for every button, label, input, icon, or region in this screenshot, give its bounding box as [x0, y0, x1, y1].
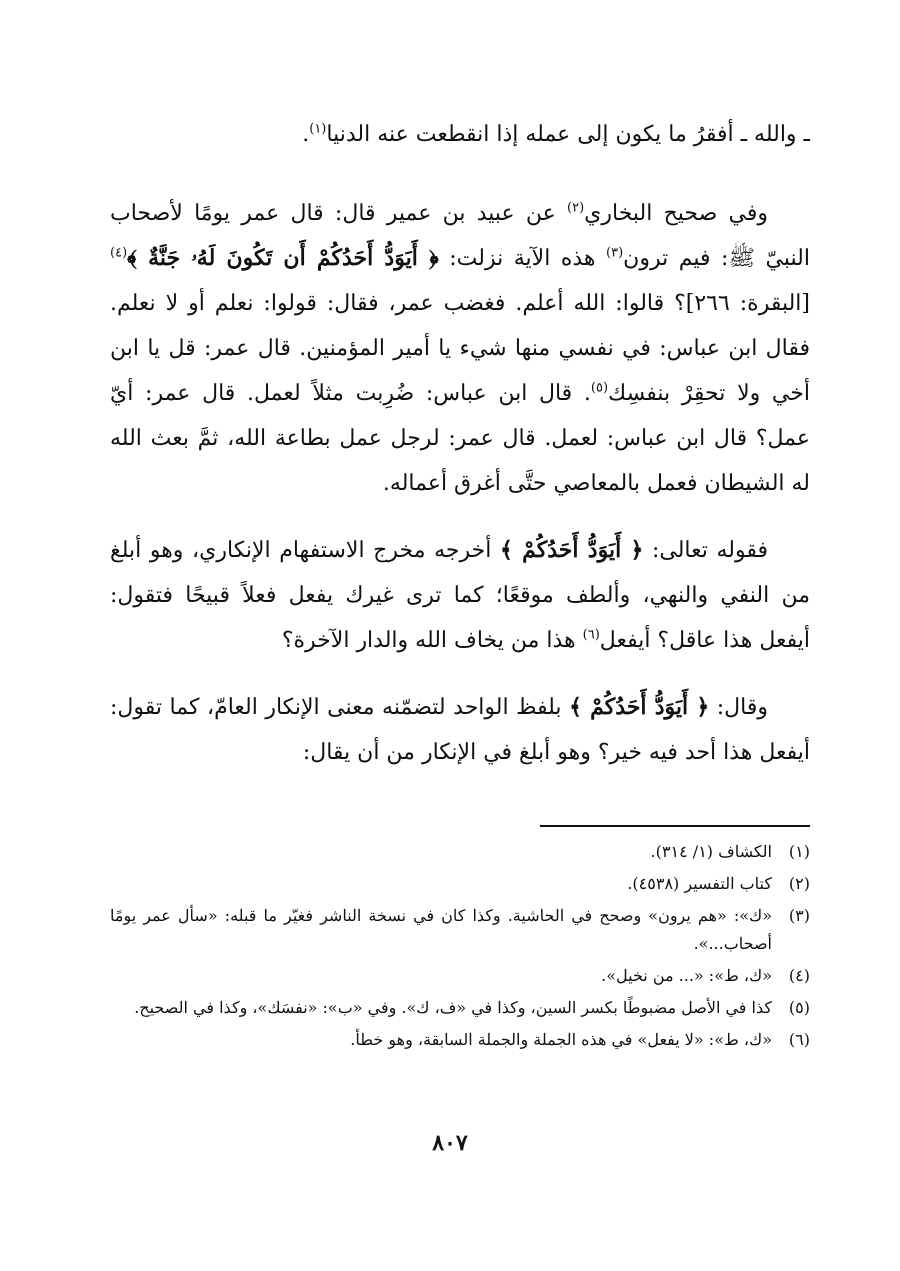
paragraph-text: فقوله تعالى: [643, 538, 768, 563]
footnote-5 [110, 994, 810, 1022]
footnote-number: (٦) [788, 1030, 810, 1049]
footnote-ref-4[interactable]: (٤) [110, 245, 128, 261]
quran-verse: ﴿ أَيَوَدُّ أَحَدُكُمْ ﴾ [499, 537, 644, 563]
paragraph-text: وفي صحيح البخاري [584, 201, 768, 226]
footnote-ref-1[interactable]: (١) [309, 121, 327, 137]
footnote-2 [110, 870, 810, 898]
page-number: ٨٠٧ [432, 1130, 468, 1156]
footnote-text: الكشاف (١/ ٣١٤). [650, 842, 772, 861]
paragraph-text: هذه الآية نزلت: [438, 246, 607, 271]
footnote-text: «ك، ط»: «لا يفعل» في هذه الجملة والجملة السابقة، وهو خطأ. [350, 1030, 772, 1049]
footnote-number: (١) [788, 842, 810, 861]
footnote-ref-2[interactable]: (٢) [567, 200, 585, 216]
paragraph-text: . [302, 122, 310, 147]
footnote-ref-3[interactable]: (٣) [606, 245, 624, 261]
footnote-3 [110, 902, 810, 958]
footnote-text: «ك، ط»: «... من نخيل». [601, 966, 772, 985]
footnote-text: كتاب التفسير (٤٥٣٨). [627, 874, 772, 893]
footnote-text: «ك»: «هم يرون» وصحح في الحاشية. وكذا كان في نسخة الناشر فغيّر ما قبله: «سأل عمر يومًا أصحاب...». [110, 906, 772, 953]
quran-verse: ﴿ أَيَوَدُّ أَحَدُكُمْ أَن تَكُونَ لَهُۥ جَنَّةٌ ﴾ [127, 245, 439, 271]
paragraph-text: [البقرة: ٢٦٦]؟ قالوا: الله أعلم. فغضب عمر، فقال: قولوا: نعلم أو لا نعلم. فقال ابن عباس: في نفسي منها شيء يا أمير المؤمنين. قال عمر: قل يا ابن أخي ولا تحقِرْ بنفسِك [110, 291, 810, 406]
paragraph-3 [110, 528, 810, 663]
paragraph-4 [110, 685, 810, 775]
footnote-separator [540, 825, 810, 827]
footnote-4 [110, 962, 810, 990]
footnote-text: كذا في الأصل مضبوطًا بكسر السين، وكذا في «ف، ك». وفي «ب»: «نفسَك»، وكذا في الصحيح. [134, 998, 772, 1017]
footnote-number: (٥) [788, 998, 810, 1017]
paragraph-text: ـ والله ـ أفقرُ ما يكون إلى عمله إذا انقطعت عنه الدنيا [326, 122, 810, 147]
paragraph-text: بلفظ الواحد لتضمّنه معنى الإنكار العامّ، كما تقول: أيفعل هذا أحد فيه خير؟ وهو أبلغ في الإنكار من أن يقال: [110, 695, 810, 765]
paragraph-text: أخرجه مخرج الاستفهام الإنكاري، وهو أبلغ من النفي والنهي، وألطف موقعًا؛ كما ترى غيرك يفعل فعلاً قبيحًا فتقول: أيفعل هذا عاقل؟ أيفعل [110, 538, 810, 653]
footnote-ref-6[interactable]: (٦) [582, 627, 600, 643]
footnotes [110, 838, 810, 1058]
paragraph-text: عن عبيد بن عمير قال: قال عمر يومًا لأصحاب النبيّ ﷺ: فيم ترون [110, 201, 810, 271]
footnote-number: (٤) [788, 966, 810, 985]
footnote-number: (٢) [788, 874, 810, 893]
paragraph-2 [110, 191, 810, 506]
footnote-number: (٣) [788, 906, 810, 925]
quran-verse: ﴿ أَيَوَدُّ أَحَدُكُمْ ﴾ [569, 694, 710, 720]
footnote-ref-5[interactable]: (٥) [590, 380, 609, 396]
main-text [110, 112, 810, 797]
footnote-1 [110, 838, 810, 866]
paragraph-text: هذا من يخاف الله والدار الآخرة؟ [281, 628, 583, 653]
paragraph-text: وقال: [709, 695, 769, 720]
paragraph-1 [110, 112, 810, 157]
footnote-6 [110, 1026, 810, 1054]
paragraph-text: . قال ابن عباس: ضُرِبت مثلاً لعمل. قال عمر: أيّ عمل؟ قال ابن عباس: لعمل. قال عمر: لرجل عمل بطاعة الله، ثمَّ بعث الله له الشيطان فعمل بالمعاصي حتَّى أغرق أعماله. [110, 381, 811, 496]
